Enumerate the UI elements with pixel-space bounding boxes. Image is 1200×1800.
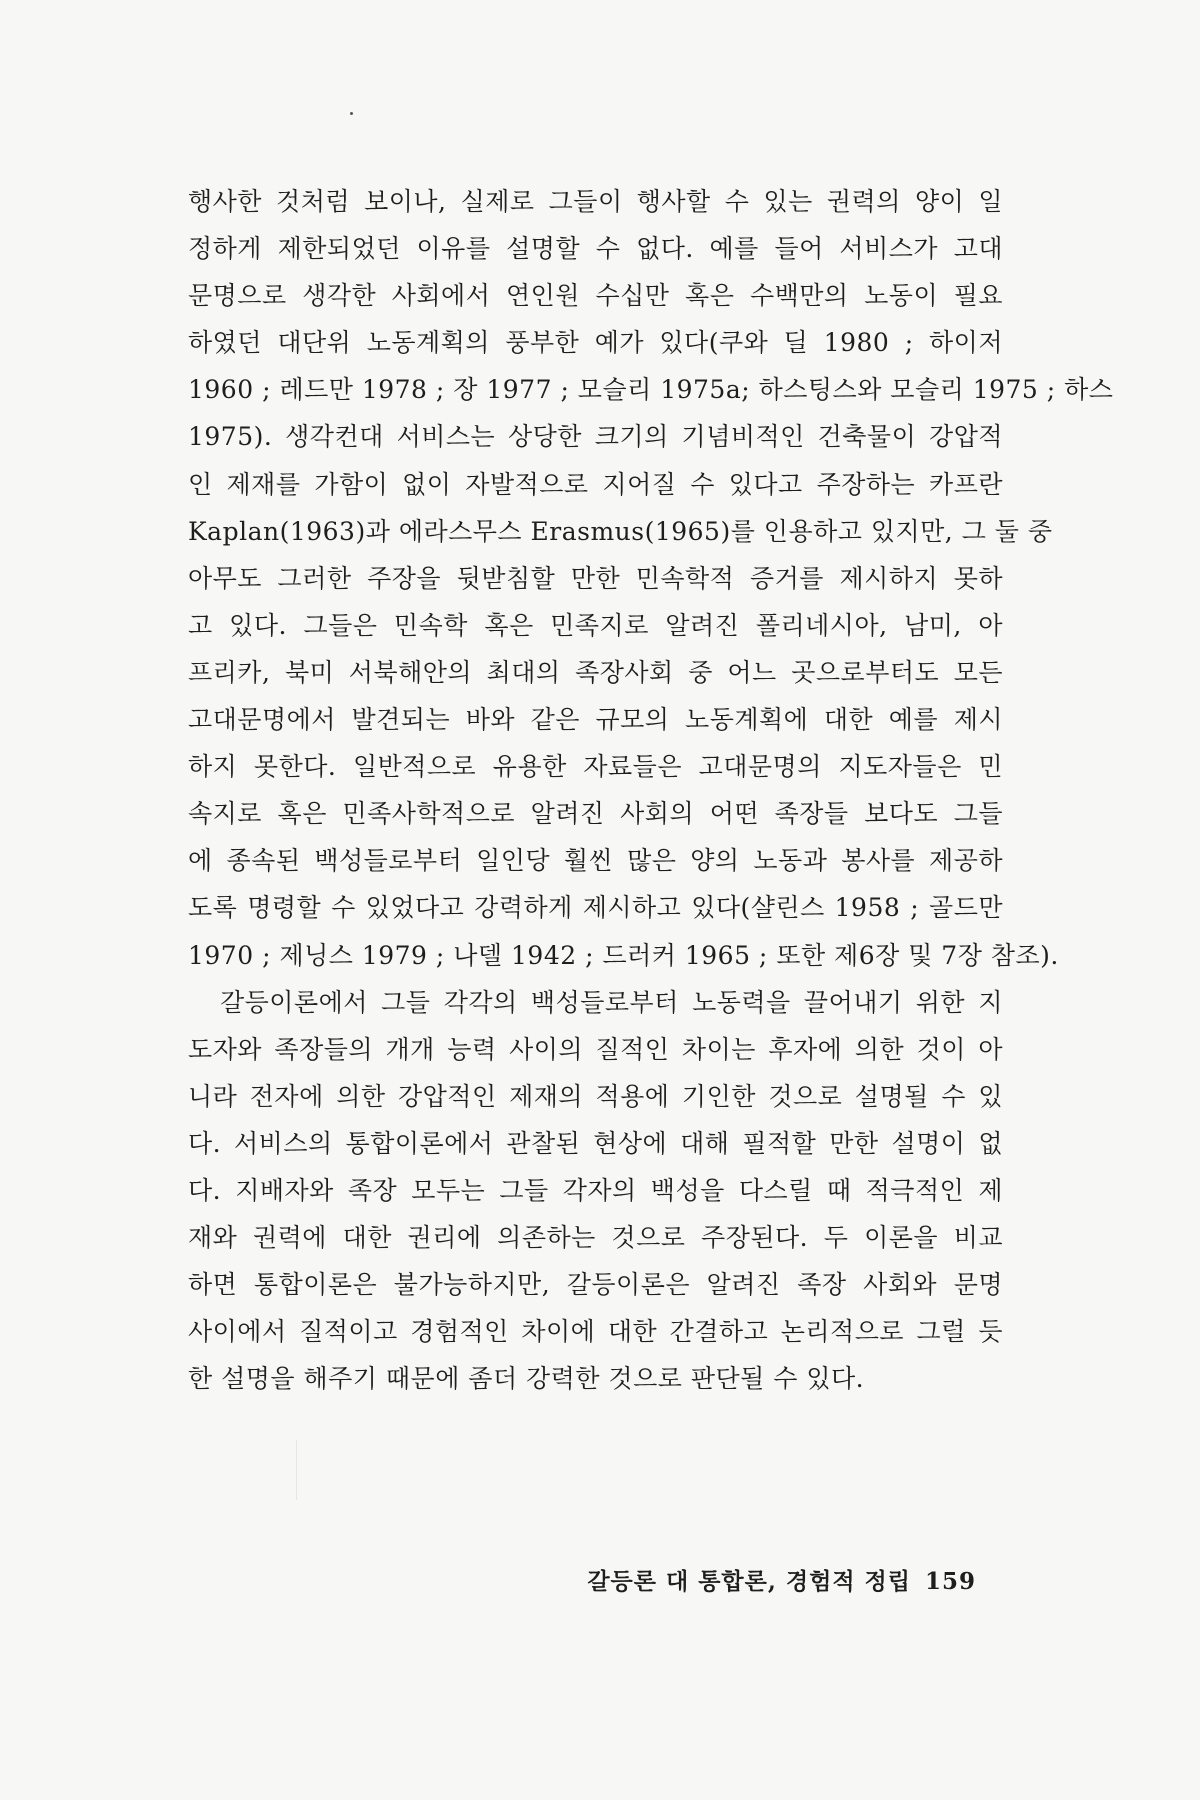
text-line: 하였던 대단위 노동계획의 풍부한 예가 있다(쿠와 딜 1980 ; 하이저 (188, 328, 1003, 358)
text-line: 한 설명을 해주기 때문에 좀더 강력한 것으로 판단될 수 있다. (188, 1364, 865, 1394)
scan-artifact (296, 1440, 297, 1500)
text-line: 하지 못한다. 일반적으로 유용한 자료들은 고대문명의 지도자들은 민 (188, 752, 1003, 782)
running-title: 갈등론 대 통합론, 경험적 정립 (587, 1568, 911, 1595)
text-line: 재와 권력에 대한 권리에 의존하는 것으로 주장된다. 두 이론을 비교 (188, 1223, 1003, 1253)
text-line: 속지로 혹은 민족사학적으로 알려진 사회의 어떤 족장들 보다도 그들 (188, 799, 1003, 829)
text-line: 1960 ; 레드만 1978 ; 장 1977 ; 모슬리 1975a; 하스팅스와 모슬리 1975 ; 하스 (188, 375, 1114, 405)
text-line: 갈등이론에서 그들 각각의 백성들로부터 노동력을 끌어내기 위한 지 (220, 987, 1003, 1017)
text-line: 정하게 제한되었던 이유를 설명할 수 없다. 예를 들어 서비스가 고대 (188, 234, 1003, 264)
text-line: 니라 전자에 의한 강압적인 제재의 적용에 기인한 것으로 설명될 수 있 (188, 1081, 1003, 1111)
text-line: 문명으로 생각한 사회에서 연인원 수십만 혹은 수백만의 노동이 필요 (188, 281, 1003, 311)
text-line: 도자와 족장들의 개개 능력 사이의 질적인 차이는 후자에 의한 것이 아 (188, 1034, 1003, 1064)
text-line: 다. 서비스의 통합이론에서 관찰된 현상에 대해 필적할 만한 설명이 없 (188, 1128, 1003, 1158)
text-line: 다. 지배자와 족장 모두는 그들 각자의 백성을 다스릴 때 적극적인 제 (188, 1175, 1003, 1205)
page-number: 159 (924, 1568, 976, 1595)
text-line: 1975). 생각컨대 서비스는 상당한 크기의 기념비적인 건축물이 강압적 (188, 422, 1003, 452)
text-line: 하면 통합이론은 불가능하지만, 갈등이론은 알려진 족장 사회와 문명 (188, 1270, 1003, 1300)
text-line: 사이에서 질적이고 경험적인 차이에 대한 간결하고 논리적으로 그럴 듯 (188, 1317, 1003, 1347)
text-line: 고대문명에서 발견되는 바와 같은 규모의 노동계획에 대한 예를 제시 (188, 705, 1003, 735)
text-line: Kaplan(1963)과 에라스무스 Erasmus(1965)를 인용하고 있지만, 그 둘 중 (188, 516, 1053, 546)
text-line: 고 있다. 그들은 민속학 혹은 민족지로 알려진 폴리네시아, 남미, 아 (188, 610, 1003, 640)
text-line: 에 종속된 백성들로부터 일인당 훨씬 많은 양의 노동과 봉사를 제공하 (188, 846, 1003, 876)
text-line: 행사한 것처럼 보이나, 실제로 그들이 행사할 수 있는 권력의 양이 일 (188, 187, 1003, 216)
text-line: 인 제재를 가함이 없이 자발적으로 지어질 수 있다고 주장하는 카프란 (188, 469, 1003, 499)
running-footer (587, 1563, 976, 1596)
text-line: 아무도 그러한 주장을 뒷받침할 만한 민속학적 증거를 제시하지 못하 (188, 563, 1003, 593)
printer-mark (350, 112, 353, 115)
text-line: 도록 명령할 수 있었다고 강력하게 제시하고 있다(샬린스 1958 ; 골드만 (188, 893, 1003, 923)
body-text (188, 178, 1114, 1402)
text-line: 1970 ; 제닝스 1979 ; 나델 1942 ; 드러커 1965 ; 또한 제6장 및 7장 참조). (188, 940, 1059, 970)
text-line: 프리카, 북미 서북해안의 최대의 족장사회 중 어느 곳으로부터도 모든 (188, 657, 1003, 687)
